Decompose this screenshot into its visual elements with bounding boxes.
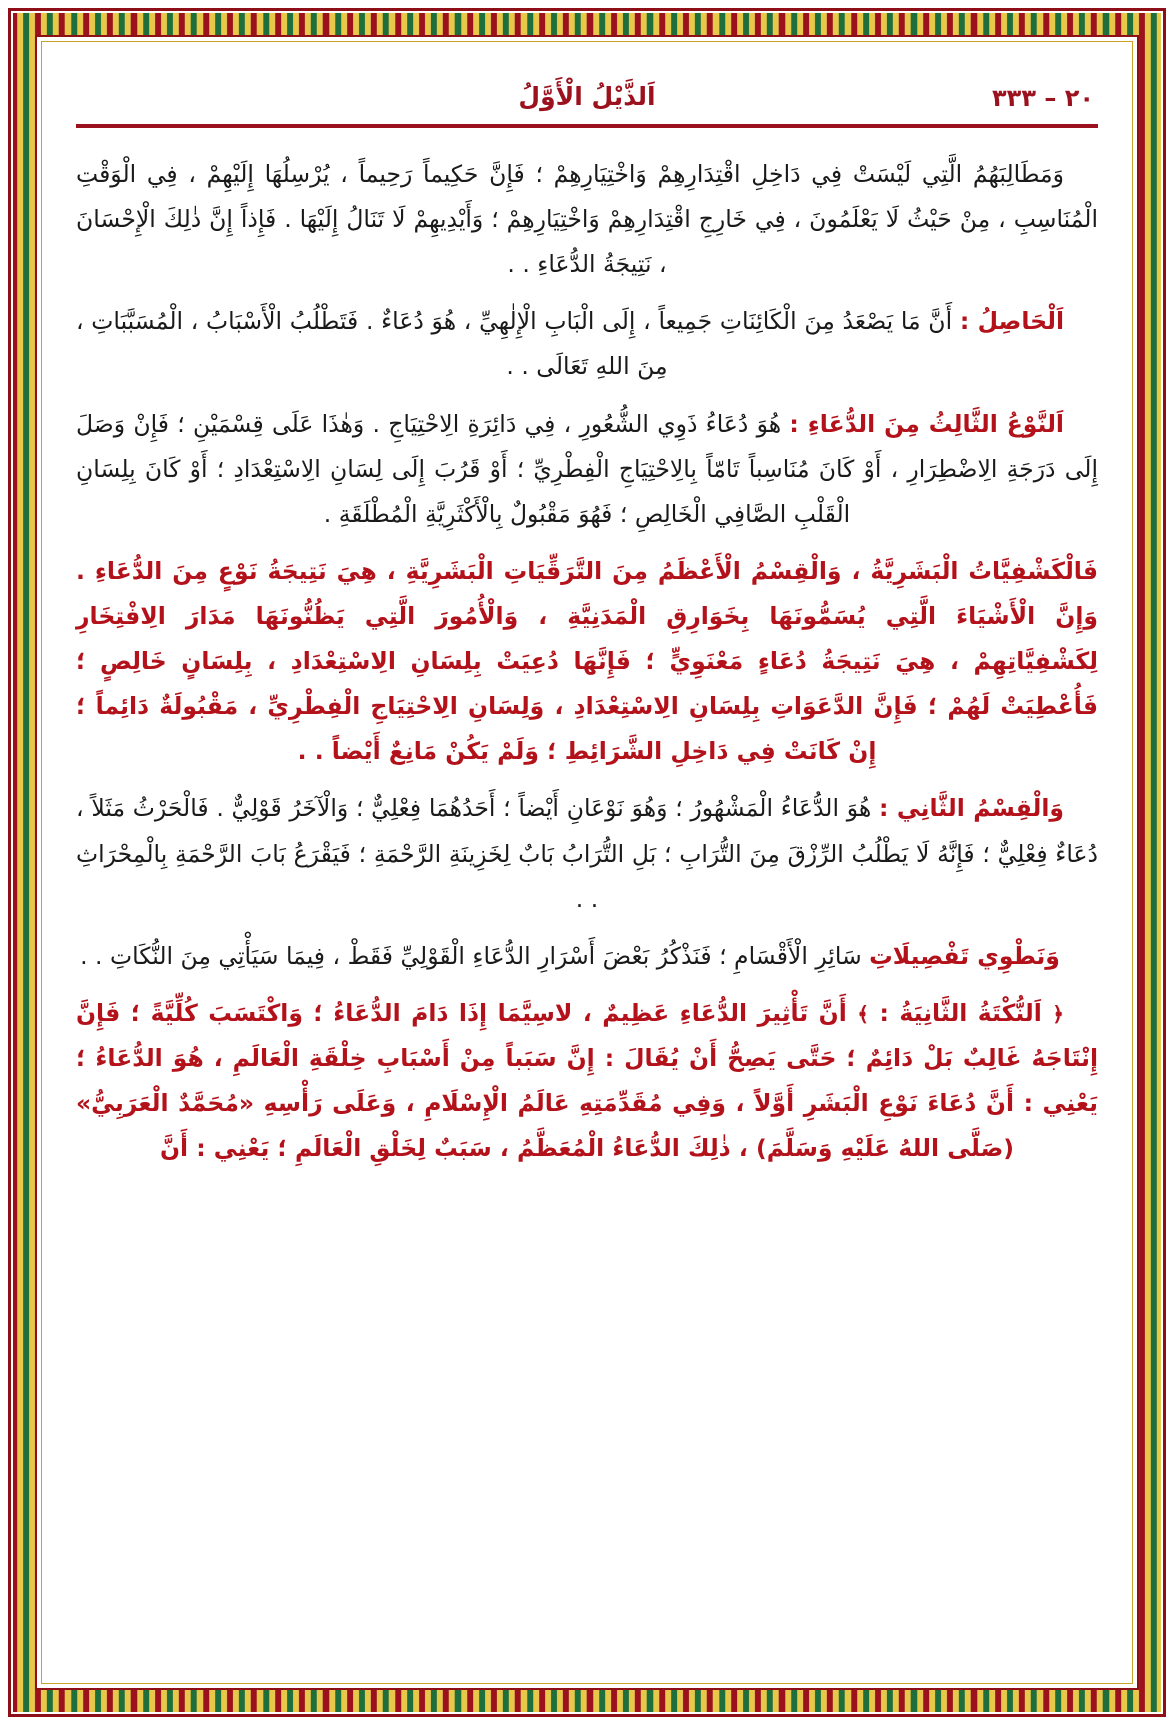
paragraph-7: [76, 991, 1098, 1171]
paragraph-7-text: أَنَّ تَأْثِيرَ الدُّعَاءِ عَظِيمٌ ، لاسِيَّمَا إِذَا دَامَ الدُّعَاءُ ؛ وَاكْتَسَبَ كُلِّيَّةً ؛ فَإِنَّ إِنْتَاجَهُ غَالِبٌ بَلْ دَائِمٌ ؛ حَتَّى يَصِحُّ أَنْ يُقَالَ : إِنَّ سَبَباً مِنْ أَسْبَابِ خِلْقَةِ الْعَالَمِ ، هُوَ الدُّعَاءُ ؛ يَعْنِي : أَنَّ دُعَاءَ نَوْعِ الْبَشَرِ أَوَّلاً ، وَفِي مُقَدِّمَتِهِ عَالَمُ الْإِسْلَامِ ، وَعَلَى رَأْسِهِ «مُحَمَّدٌ الْعَرَبِيُّ» (صَلَّى اللهُ عَلَيْهِ وَسَلَّمَ) ، ذٰلِكَ الدُّعَاءُ الْمُعَظَّمُ ، سَبَبٌ لِخَلْقِ الْعَالَمِ ؛ يَعْنِي : أَنَّ: [76, 998, 1098, 1163]
paragraph-1-text: وَمَطَالِبَهُمُ الَّتِي لَيْسَتْ فِي دَاخِلِ اقْتِدَارِهِمْ وَاخْتِيَارِهِمْ ؛ فَإِنَّ حَكِيماً رَحِيماً ، يُرْسِلُهَا إِلَيْهِمْ ، فِي الْوَقْتِ الْمُنَاسِبِ ، مِنْ حَيْثُ لَا يَعْلَمُونَ ، فِي خَارِجِ اقْتِدَارِهِمْ وَاخْتِيَارِهِمْ ؛ وَأَيْدِيهِمْ لَا تَنَالُ إِلَيْهَا . فَإِذاً إِنَّ ذٰلِكَ الْإِحْسَانَ ، نَتِيجَةُ الدُّعَاءِ . .: [76, 160, 1098, 279]
page-header: [74, 80, 1100, 126]
paragraph-2-text: أَنَّ مَا يَصْعَدُ مِنَ الْكَائِنَاتِ جَمِيعاً ، إِلَى الْبَابِ الْإِلٰهِيِّ ، هُوَ دُعَاءٌ . فَتَطْلُبُ الْأَسْبَابُ ، الْمُسَبَّبَاتِ ، مِنَ اللهِ تَعَالَى . .: [76, 307, 953, 381]
paragraph-5: [76, 786, 1098, 921]
paragraph-3-lead: اَلنَّوْعُ الثَّالِثُ مِنَ الدُّعَاءِ :: [789, 409, 1064, 438]
paragraph-3: [76, 402, 1098, 537]
paragraph-5-text: هُوَ الدُّعَاءُ الْمَشْهُورُ ؛ وَهُوَ نَوْعَانِ أَيْضاً ؛ أَحَدُهُمَا فِعْلِيٌّ ؛ وَالْآخَرُ قَوْلِيٌّ . فَالْحَرْثُ مَثَلاً ، دُعَاءٌ فِعْلِيٌّ ؛ فَإِنَّهُ لَا يَطْلُبُ الرِّزْقَ مِنَ التُّرَابِ ؛ بَلِ التُّرَابُ بَابٌ لِخَزِينَةِ الرَّحْمَةِ ؛ فَيَقْرَعُ بَابَ الرَّحْمَةِ بِالْمِحْرَاثِ . .: [76, 794, 1098, 913]
paragraph-4-text: فَالْكَشْفِيَّاتُ الْبَشَرِيَّةُ ، وَالْقِسْمُ الْأَعْظَمُ مِنَ التَّرَقِّيَاتِ الْبَشَرِيَّةِ ، هِيَ نَتِيجَةُ نَوْعٍ مِنَ الدُّعَاءِ . وَإِنَّ الْأَشْيَاءَ الَّتِي يُسَمُّونَهَا بِخَوَارِقِ الْمَدَنِيَّةِ ، وَالْأُمُورَ الَّتِي يَظُنُّونَهَا مَدَارَ الِافْتِخَارِ لِكَشْفِيَّاتِهِمْ ، هِيَ نَتِيجَةُ دُعَاءٍ مَعْنَوِيٍّ ؛ فَإِنَّهَا دُعِيَتْ بِلِسَانِ الِاسْتِعْدَادِ ، بِلِسَانٍ خَالِصٍ ؛ فَأُعْطِيَتْ لَهُمْ ؛ فَإِنَّ الدَّعَوَاتِ بِلِسَانِ الِاسْتِعْدَادِ ، وَلِسَانِ الِاحْتِيَاجِ الْفِطْرِيِّ ، مَقْبُولَةٌ دَائِماً ؛ إِنْ كَانَتْ فِي دَاخِلِ الشَّرَائِطِ ؛ وَلَمْ يَكُنْ مَانِعٌ أَيْضاً . .: [76, 556, 1098, 766]
paragraph-3-text: هُوَ دُعَاءُ ذَوِي الشُّعُورِ ، فِي دَائِرَةِ الِاحْتِيَاجِ . وَهٰذَا عَلَى قِسْمَيْنِ ؛ فَإِنْ وَصَلَ إِلَى دَرَجَةِ الِاضْطِرَارِ ، أَوْ كَانَ مُنَاسِباً تَامّاً بِالِاحْتِيَاجِ الْفِطْرِيِّ ؛ أَوْ قَرُبَ إِلَى لِسَانِ الِاسْتِعْدَادِ ؛ أَوْ كَانَ بِلِسَانِ الْقَلْبِ الصَّافِي الْخَالِصِ ؛ فَهُوَ مَقْبُولٌ بِالْأَكْثَرِيَّةِ الْمُطْلَقَةِ .: [76, 409, 1098, 528]
header-divider: [76, 124, 1098, 128]
ornament-close-icon: ﴾: [857, 1001, 869, 1026]
paragraph-5-lead: وَالْقِسْمُ الثَّانِي :: [879, 794, 1064, 823]
ornament-open-icon: ﴿: [1052, 1001, 1064, 1026]
paragraph-7-lead: اَلنُّكْتَةُ الثَّانِيَةُ :: [879, 998, 1042, 1027]
page-content: [56, 56, 1118, 1669]
page-title: اَلذَّيْلُ الْأَوَّلُ: [518, 82, 656, 111]
paragraph-6-lead: وَنَطْوِي تَفْصِيلَاتِ: [869, 941, 1060, 970]
paragraph-6: [76, 934, 1098, 979]
page-number: ٢٠ – ٣٣٣: [992, 84, 1094, 112]
body-text: [66, 152, 1108, 1171]
paragraph-1: [76, 152, 1098, 287]
paragraph-2: [76, 299, 1098, 389]
paragraph-6-text: سَائِرِ الْأَقْسَامِ ؛ فَنَذْكُرُ بَعْضَ أَسْرَارِ الدُّعَاءِ الْقَوْلِيِّ فَقَطْ ، فِيمَا سَيَأْتِي مِنَ النُّكَاتِ . .: [80, 941, 862, 970]
paragraph-4: [76, 549, 1098, 775]
paragraph-2-lead: اَلْحَاصِلُ :: [959, 307, 1064, 336]
